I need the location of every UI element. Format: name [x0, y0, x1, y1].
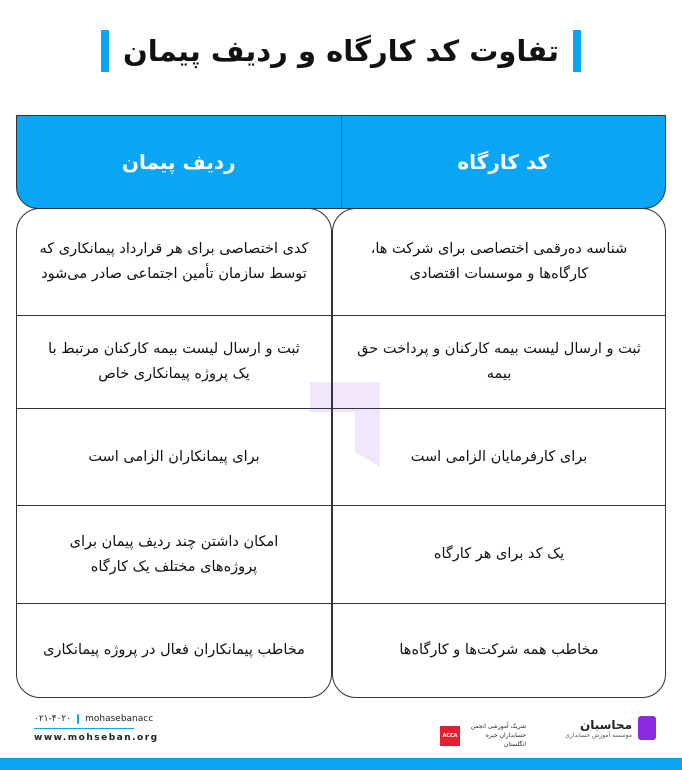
table-cell: شناسه ده‌رقمی اختصاصی برای شرکت ها، کارگاه‌ها و موسسات اقتصادی: [333, 209, 665, 316]
acca-logo: ACCA: [440, 726, 460, 746]
table-cell: مخاطب پیمانکاران فعال در پروژه پیمانکاری: [43, 642, 305, 658]
title-accent-bar: [101, 30, 109, 72]
brand-logo: [565, 716, 656, 740]
brand-name: محاسبان: [579, 717, 632, 732]
logo-icon: [638, 716, 656, 740]
acca-badge: [440, 722, 526, 749]
header-workshop-code: کد کارگاه: [341, 116, 666, 208]
instagram-icon: [77, 714, 79, 724]
title-accent-bar: [573, 30, 581, 72]
website-link[interactable]: www.mohseban.org: [34, 733, 159, 743]
table-cell: مخاطب همه شرکت‌ها و کارگاه‌ها: [399, 642, 599, 658]
brand-subtitle: موسسه آموزش حسابداری: [565, 731, 632, 739]
table-cell: ثبت و ارسال لیست بیمه کارکنان و پرداخت حق بیمه: [333, 316, 665, 409]
page-title: [0, 30, 682, 72]
workshop-code-column: [332, 208, 666, 698]
phone: ۰۲۱-۴۰۲۰: [34, 714, 72, 724]
header-contract-row: ردیف پیمان: [121, 150, 236, 174]
table-cell: ثبت و ارسال لیست بیمه کارکنان مرتبط با یک پروژه پیمانکاری خاص: [17, 316, 331, 409]
table-cell: کدی اختصاصی برای هر قرارداد پیمانکاری که توسط سازمان تأمین اجتماعی صادر می‌شود: [17, 209, 331, 316]
contract-row-column: [16, 208, 332, 698]
title-text: تفاوت کد کارگاه و ردیف پیمان: [122, 34, 560, 68]
table-header: [16, 115, 666, 209]
acca-text: شریک آموزشی انجمن حسابداران خبره انگلستان: [470, 723, 526, 748]
bottom-bar: [0, 758, 682, 770]
instagram-handle: mohasebanacc: [85, 714, 154, 724]
contact-info: [34, 714, 159, 743]
table-cell: برای کارفرمایان الزامی است: [333, 409, 665, 506]
table-cell: امکان داشتن چند ردیف پیمان برای پروژه‌های مختلف یک کارگاه: [17, 506, 331, 604]
table-cell: یک کد برای هر کارگاه: [333, 506, 665, 604]
table-cell: برای پیمانکاران الزامی است: [17, 409, 331, 506]
